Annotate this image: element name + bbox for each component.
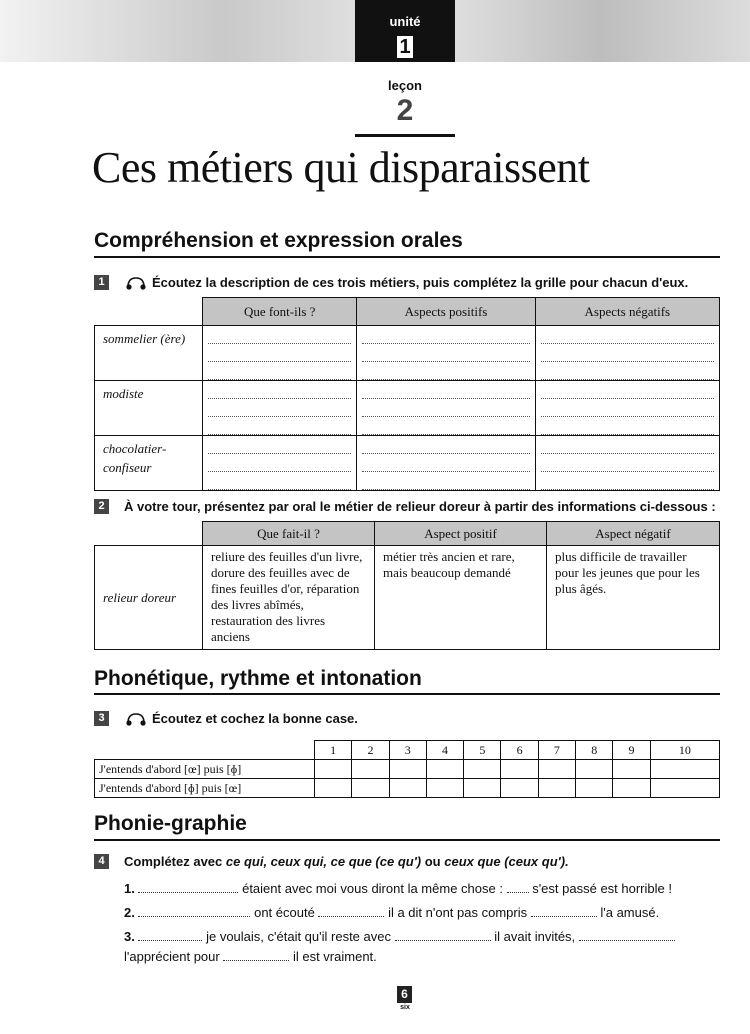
checkbox-cell[interactable] (613, 760, 650, 779)
item-text: il a dit n'ont pas compris (388, 905, 528, 920)
fill-blank[interactable] (138, 930, 202, 941)
section-title-phonetique: Phonétique, rythme et intonation (94, 667, 422, 690)
column-header: 9 (613, 741, 650, 760)
table-corner (95, 522, 203, 546)
exercise-number-3: 3 (94, 711, 109, 726)
checkbox-cell[interactable] (315, 760, 352, 779)
table-corner (95, 741, 315, 760)
fill-blank[interactable] (138, 882, 238, 893)
checkbox-cell[interactable] (576, 760, 613, 779)
exercise-4-item-2 (124, 905, 720, 921)
item-text: il avait invités, (494, 929, 576, 944)
column-header: Aspect positif (375, 522, 547, 546)
unite-label: unité (389, 14, 421, 29)
answer-cell[interactable] (357, 436, 535, 491)
checkbox-cell[interactable] (464, 760, 501, 779)
page-title: Ces métiers qui disparaissent (92, 143, 590, 192)
answer-cell[interactable] (203, 326, 357, 381)
exercise-4-item-1 (124, 881, 720, 897)
headphone-icon (125, 712, 147, 726)
column-header: 5 (464, 741, 501, 760)
item-text: s'est passé est horrible ! (532, 881, 672, 896)
row-label: modiste (95, 381, 203, 436)
column-header: Que fait-il ? (203, 522, 375, 546)
item-number: 2. (124, 905, 135, 920)
checkbox-cell[interactable] (426, 779, 463, 798)
checkbox-cell[interactable] (613, 779, 650, 798)
answer-cell[interactable] (357, 381, 535, 436)
item-text: ont écouté (254, 905, 315, 920)
column-header: 10 (650, 741, 719, 760)
row-label: chocolatier-confiseur (95, 436, 203, 491)
table-corner (95, 298, 203, 326)
instruction-text: Complétez avec (124, 854, 226, 869)
column-header: 6 (501, 741, 538, 760)
item-text: l'a amusé. (600, 905, 660, 920)
table-cell: reliure des feuilles d'un livre, dorure des feuilles avec de fines feuilles d'or, réparation des livres abîmés, restauration des livres anciens (203, 546, 375, 650)
checkbox-cell[interactable] (576, 779, 613, 798)
row-label: sommelier (ère) (95, 326, 203, 381)
column-header: Aspects positifs (357, 298, 535, 326)
section-title-comprehension: Compréhension et expression orales (94, 229, 463, 252)
unite-box (355, 0, 455, 62)
lecon-divider (355, 134, 455, 137)
checkbox-cell[interactable] (501, 779, 538, 798)
exercise-4-item-3-continued (124, 949, 720, 965)
answer-cell[interactable] (357, 326, 535, 381)
row-label: J'entends d'abord [ɸ] puis [œ] (95, 779, 315, 798)
fill-blank[interactable] (579, 930, 675, 941)
exercise-2-table (94, 521, 720, 650)
section-divider (94, 693, 720, 695)
table-cell: métier très ancien et rare, mais beaucoup demandé (375, 546, 547, 650)
exercise-number-4: 4 (94, 854, 109, 869)
column-header: 1 (315, 741, 352, 760)
item-number: 3. (124, 929, 135, 944)
checkbox-cell[interactable] (538, 779, 575, 798)
section-divider (94, 256, 720, 258)
row-label: J'entends d'abord [œ] puis [ɸ] (95, 760, 315, 779)
answer-cell[interactable] (203, 436, 357, 491)
exercise-number-1: 1 (94, 275, 109, 290)
instruction-text: ou (424, 854, 445, 869)
column-header: 2 (352, 741, 389, 760)
column-header: 8 (576, 741, 613, 760)
checkbox-cell[interactable] (650, 779, 719, 798)
answer-cell[interactable] (203, 381, 357, 436)
checkbox-cell[interactable] (352, 779, 389, 798)
exercise-1-table (94, 297, 720, 491)
fill-blank[interactable] (318, 906, 384, 917)
answer-cell[interactable] (535, 326, 719, 381)
section-title-phonie: Phonie-graphie (94, 812, 247, 835)
lecon-label: leçon (388, 78, 422, 93)
exercise-4-item-3 (124, 929, 720, 945)
checkbox-cell[interactable] (650, 760, 719, 779)
page-number-word: six (400, 1004, 410, 1011)
answer-cell[interactable] (535, 436, 719, 491)
fill-blank[interactable] (507, 882, 529, 893)
column-header: 4 (426, 741, 463, 760)
answer-cell[interactable] (535, 381, 719, 436)
item-text: étaient avec moi vous diront la même chose : (242, 881, 503, 896)
exercise-3-table (94, 740, 720, 798)
item-number: 1. (124, 881, 135, 896)
exercise-4-instruction (124, 855, 720, 869)
instruction-italic: ceux que (ceux qu'). (444, 854, 569, 869)
lecon-number: 2 (396, 94, 414, 127)
checkbox-cell[interactable] (426, 760, 463, 779)
instruction-italic: ce qui, ceux qui, ce que (ce qu') (225, 854, 425, 869)
checkbox-cell[interactable] (389, 779, 426, 798)
fill-blank[interactable] (138, 906, 250, 917)
item-text: il est vraiment. (292, 949, 377, 964)
fill-blank[interactable] (531, 906, 597, 917)
column-header: Aspects négatifs (535, 298, 719, 326)
section-divider (94, 839, 720, 841)
checkbox-cell[interactable] (315, 779, 352, 798)
item-text: je voulais, c'était qu'il reste avec (206, 929, 391, 944)
column-header: Aspect négatif (547, 522, 720, 546)
fill-blank[interactable] (223, 950, 289, 961)
exercise-number-2: 2 (94, 499, 109, 514)
column-header: Que font-ils ? (203, 298, 357, 326)
checkbox-cell[interactable] (538, 760, 575, 779)
checkbox-cell[interactable] (501, 760, 538, 779)
column-header: 3 (389, 741, 426, 760)
column-header: 7 (538, 741, 575, 760)
page-number: 6 (397, 986, 412, 1003)
fill-blank[interactable] (395, 930, 491, 941)
unite-number: 1 (397, 36, 413, 58)
table-cell: plus difficile de travailler pour les jeunes que pour les plus âgés. (547, 546, 720, 650)
exercise-1-instruction: Écoutez la description de ces trois métiers, puis complétez la grille pour chacun d'eux. (152, 275, 689, 290)
checkbox-cell[interactable] (352, 760, 389, 779)
exercise-2-instruction: À votre tour, présentez par oral le métier de relieur doreur à partir des informations ci-dessous : (124, 499, 716, 514)
row-label: relieur doreur (95, 546, 203, 650)
checkbox-cell[interactable] (389, 760, 426, 779)
checkbox-cell[interactable] (464, 779, 501, 798)
item-text: l'apprécient pour (124, 949, 220, 964)
exercise-3-instruction: Écoutez et cochez la bonne case. (152, 711, 358, 726)
